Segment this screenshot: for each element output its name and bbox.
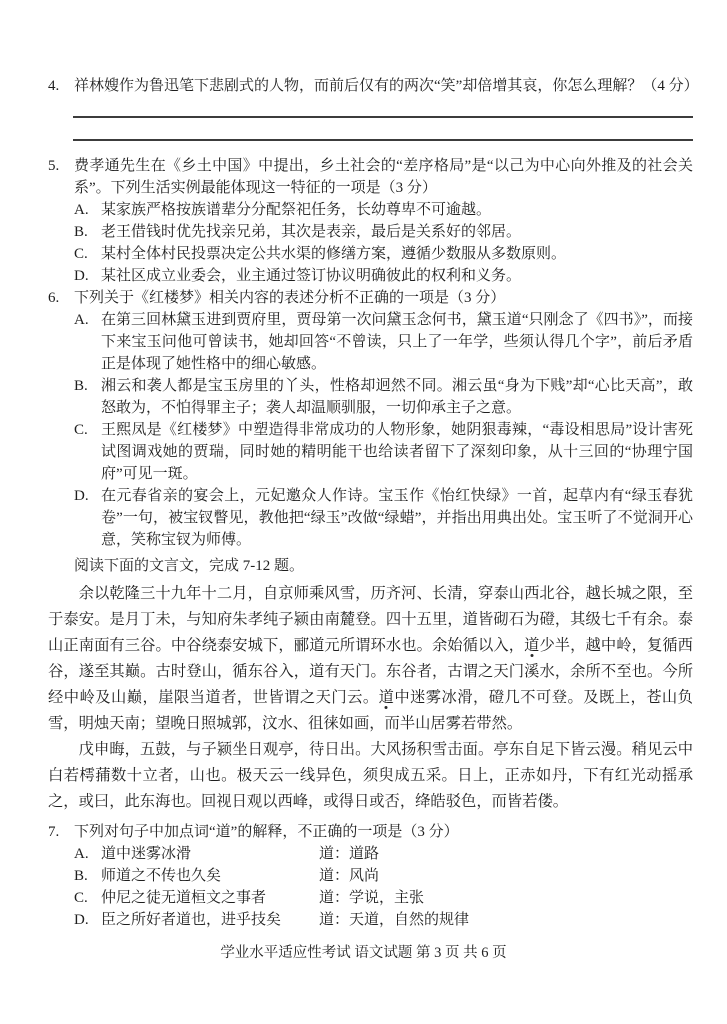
question-5 [48, 155, 693, 287]
option-text: 王熙凤是《红楼梦》中塑造得非常成功的人物形象，她阴狠毒辣，“毒设相思局”设计害死试图调戏她的贾瑞，同时她的精明能干也给读者留下了深刻印象，从十三回的“协理宁国府”可见一斑。 [101, 422, 693, 482]
passage-paragraph-1: 余以乾隆三十九年十二月，自京师乘风雪，历齐河、长清，穿泰山西北谷，越长城之限，至于泰安。是月丁未，与知府朱孝纯子颍由南麓登。四十五里，道皆砌石为磴，其级七千有余。泰山正南面有三谷。中谷绕泰安城下，郦道元所谓环水也。余始循以入，道少半，越中岭，复循西谷，遂至其巅。古时登山，循东谷入，道有天门。东谷者，古谓之天门溪水，余所不至也。今所经中岭及山巅，崖限当道者，世皆谓之天门云。道中迷雾冰滑，磴几不可登。及既上，苍山负雪，明烛天南；望晚日照城郭，汶水、徂徕如画，而半山居雾若带然。 [48, 585, 693, 732]
question-5-option-c [74, 243, 693, 265]
question-7-text: 下列对句子中加点词“道”的解释，不正确的一项是（3 分） [74, 824, 459, 840]
emphasized-char-dao: 道 [378, 689, 395, 706]
answer-area [73, 97, 693, 141]
passage-paragraph-2: 戊申晦，五鼓，与子颍坐日观亭，待日出。大风扬积雪击面。亭东自足下皆云漫。稍见云中白若樗蒱数十立者，山也。极天云一线异色，须臾成五采。日上，正赤如丹，下有红光动摇承之，或曰，此东海也。回视日观以西峰，或得日或否，绛皓驳色，而皆若偻。 [48, 741, 693, 810]
option-label: A. [74, 312, 89, 328]
question-4 [48, 75, 699, 97]
option-gloss: 道：道路 [319, 846, 380, 862]
question-5-number: 5. [48, 158, 60, 174]
option-text: 老王借钱时优先找亲兄弟，其次是表亲，最后是关系好的邻居。 [101, 224, 522, 240]
option-label: C. [74, 890, 88, 906]
emphasized-char-dao: 道 [524, 637, 540, 654]
question-7-option-a [74, 843, 693, 865]
option-sentence: 师道之不传也久矣 [101, 868, 222, 884]
option-text: 某社区成立业委会，业主通过签订协议明确彼此的权利和义务。 [101, 268, 522, 284]
question-7-option-c [74, 887, 693, 909]
option-label: D. [74, 488, 89, 504]
classical-passage [48, 581, 693, 815]
question-5-option-d [74, 265, 693, 287]
option-gloss: 道：天道，自然的规律 [319, 912, 470, 928]
option-label: B. [74, 378, 88, 394]
question-6-text: 下列关于《红楼梦》相关内容的表述分析不正确的一项是（3 分） [74, 290, 506, 306]
question-6-option-d [74, 485, 693, 551]
option-label: C. [74, 422, 88, 438]
question-4-number: 4. [48, 78, 60, 94]
option-text: 在元春省亲的宴会上，元妃邀众人作诗。宝玉作《怡红快绿》一首，起草内有“绿玉春犹卷”一句，被宝钗瞥见，教他把“绿玉”改做“绿蜡”，并指出用典出处。宝玉听了不觉洞开心意，笑称宝钗为师傅。 [101, 488, 693, 548]
question-5-option-a [74, 199, 693, 221]
page-footer: 学业水平适应性考试 语文试题 第 3 页 共 6 页 [220, 945, 507, 961]
option-sentence: 道中迷雾冰滑 [101, 846, 192, 862]
question-6 [48, 287, 693, 551]
option-label: B. [74, 868, 88, 884]
reading-prompt: 阅读下面的文言文，完成 7-12 题。 [74, 558, 304, 574]
option-gloss: 道：风尚 [319, 868, 380, 884]
question-6-option-a [74, 309, 693, 375]
question-6-option-b [74, 375, 693, 419]
question-6-option-c [74, 419, 693, 485]
question-4-text: 祥林嫂作为鲁迅笔下悲剧式的人物，而前后仅有的两次“笑”却倍增其哀，你怎么理解？（4 分） [74, 78, 699, 94]
question-5-text: 费孝通先生在《乡土中国》中提出，乡土社会的“差序格局”是“以己为中心向外推及的社会关系”。下列生活实例最能体现这一特征的一项是（3 分） [74, 158, 693, 196]
option-text: 某家族严格按族谱辈分分配祭祀任务，长幼尊卑不可逾越。 [101, 202, 492, 218]
option-label: D. [74, 912, 89, 928]
answer-line-1 [73, 97, 693, 118]
option-gloss: 道：学说，主张 [319, 890, 425, 906]
page-content [48, 75, 699, 931]
question-7 [48, 821, 693, 931]
option-text: 某村全体村民投票决定公共水渠的修缮方案，遵循少数服从多数原则。 [101, 246, 567, 262]
option-label: B. [74, 224, 88, 240]
question-7-number: 7. [48, 824, 60, 840]
question-6-number: 6. [48, 290, 60, 306]
option-label: D. [74, 268, 89, 284]
option-label: A. [74, 202, 89, 218]
option-label: C. [74, 246, 88, 262]
option-text: 在第三回林黛玉进到贾府里，贾母第一次问黛玉念何书，黛玉道“只刚念了《四书》”，而接下来宝玉问他可曾读书，她却回答“不曾读，只上了一年学，些须认得几个字”，前后矛盾正是体现了她性格中的细心敏感。 [101, 312, 693, 372]
question-5-option-b [74, 221, 693, 243]
option-sentence: 臣之所好者道也，进乎技矣 [101, 912, 282, 928]
option-text: 湘云和袭人都是宝玉房里的丫头，性格却迥然不同。湘云虽“身为下贱”却“心比天高”，敢怒敢为，不怕得罪主子；袭人却温顺驯服，一切仰承主子之意。 [101, 378, 693, 416]
question-7-option-d [74, 909, 693, 931]
option-sentence: 仲尼之徒无道桓文之事者 [101, 890, 267, 906]
option-label: A. [74, 846, 89, 862]
question-7-option-b [74, 865, 693, 887]
answer-line-2 [73, 118, 693, 141]
